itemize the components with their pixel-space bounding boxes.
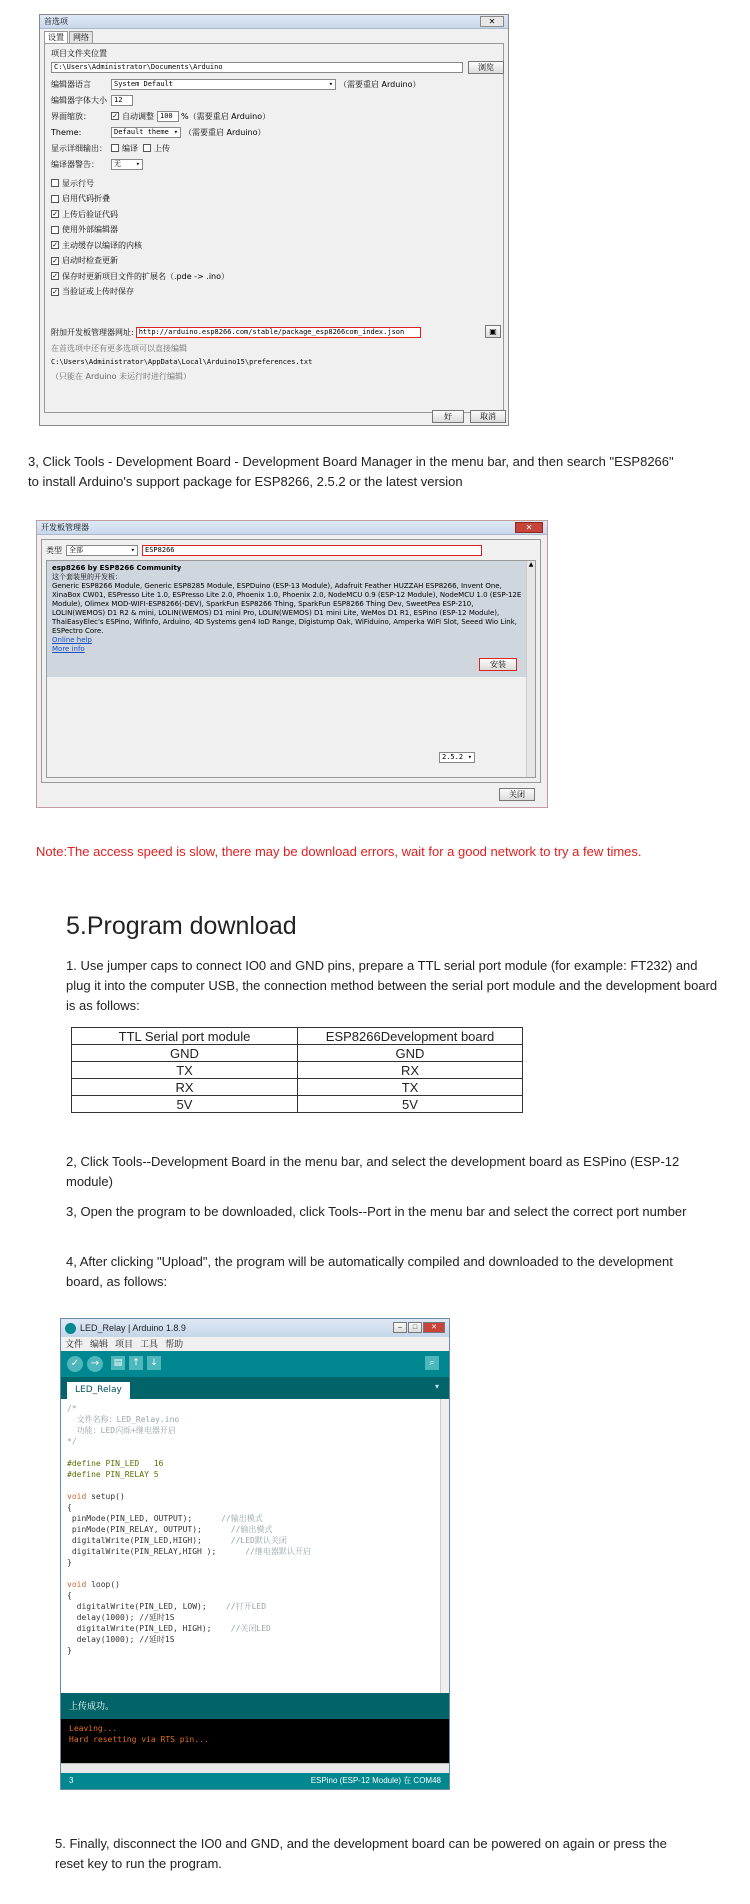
code-line: pinMode(PIN_RELAY, OUTPUT); //输出模式	[67, 1525, 273, 1534]
verify-icon[interactable]: ✓	[67, 1356, 83, 1372]
step5-text: 5. Finally, disconnect the IO0 and GND, and the development board can be powered on again or press the reset key to run the program.	[55, 1836, 667, 1871]
verbose-upload-checkbox[interactable]	[143, 144, 151, 152]
package-boards: Generic ESP8266 Module, Generic ESP8285 Module, ESPDuino (ESP-13 Module), Adafruit Feather HUZZAH ESP8266, Invent One, XinaBox CW01, ESPresso Lite 1.0, ESPresso Lite 2.0, Phoenix 1.0, Phoenix 2.0, NodeMCU 0.9 (ESP-12 Module), NodeMCU 1.0 (ESP-12E Module), Olimex MOD-WIFI-ESP8266(-DEV), SparkFun ESP8266 Thing, SparkFun ESP8266 Thing Dev, SweetPea ESP-210, LOLIN(WEMOS) D1 R2 & mini, LOLIN(WEMOS) D1 mini Pro, LOLIN(WEMOS) D1 mini Lite, WeMos D1 R1, ESPino (ESP-12 Module), ThaiEasyElec's ESPino, WifInfo, Arduino, 4D Systems gen4 IoD Range, Digistump Oak, WiFiduino, Amperka WiFi Slot, Seeed Wio Link, ESPectro Core.	[52, 582, 522, 635]
close-icon[interactable]: ✕	[423, 1322, 445, 1333]
code-line	[67, 1480, 443, 1491]
preferences-window	[39, 14, 509, 426]
menu-bar	[61, 1337, 449, 1351]
package-name: esp8266	[52, 564, 86, 572]
option-label: 启用代码折叠	[62, 194, 110, 203]
close-button[interactable]: 关闭	[499, 788, 535, 801]
table-header: TTL Serial port module	[72, 1028, 298, 1045]
option-checkbox[interactable]: ✓	[52, 210, 58, 218]
tab-network[interactable]: 网络	[69, 31, 93, 43]
preferences-titlebar	[40, 15, 508, 29]
code-line: /*	[67, 1404, 77, 1413]
step4-text: 4, After clicking "Upload", the program will be automatically compiled and downloaded to the development board, as follows:	[66, 1254, 673, 1289]
option-label: 主动缓存以编译的内核	[62, 240, 142, 250]
preferences-title: 首选项	[44, 17, 68, 26]
code-line	[67, 1447, 443, 1458]
more-prefs-note: 在首选项中还有更多选项可以直接编辑	[51, 343, 187, 353]
option-row[interactable]	[51, 224, 118, 236]
board-manager-title: 开发板管理器	[41, 523, 89, 532]
table-cell: TX	[72, 1062, 298, 1079]
boards-url-input[interactable]: http://arduino.esp8266.com/stable/package_esp8266com_index.json	[136, 327, 421, 338]
code-line: void setup()	[67, 1492, 125, 1501]
network-note: Note:The access speed is slow, there may be download errors, wait for a good network to try a few times.	[36, 844, 642, 859]
scale-auto-label: 自动调整	[122, 111, 154, 121]
browse-button[interactable]: 浏览	[468, 61, 504, 74]
code-line: {	[67, 1503, 72, 1512]
table-row	[72, 1062, 523, 1079]
serial-monitor-icon[interactable]: ⌕	[425, 1356, 439, 1370]
code-line: #define PIN_LED 16	[67, 1459, 164, 1468]
prefs-edit-note: （只能在 Arduino 未运行时进行编辑）	[51, 371, 192, 381]
table-cell: TX	[298, 1079, 523, 1096]
cancel-button[interactable]: 取消	[470, 410, 506, 423]
console	[61, 1719, 449, 1763]
save-icon[interactable]: ↓	[147, 1356, 161, 1370]
verbose-compile-checkbox[interactable]	[111, 144, 119, 152]
tab-menu-icon[interactable]: ▾	[434, 1382, 439, 1391]
option-checkbox[interactable]: ✓	[52, 272, 58, 280]
table-row	[72, 1079, 523, 1096]
step1-text: 1. Use jumper caps to connect IO0 and GND pins, prepare a TTL serial port module (for example: FT232) and plug it into the computer USB, the connection method between the serial port module and the development board is as follows:	[66, 958, 718, 1013]
new-icon[interactable]: ▤	[111, 1356, 125, 1370]
table-row	[72, 1096, 523, 1113]
option-row[interactable]	[51, 239, 142, 251]
option-row[interactable]	[51, 208, 118, 220]
scale-label: 界面缩放：	[51, 111, 91, 121]
scale-input[interactable]: 100	[157, 111, 179, 122]
console-scrollbar[interactable]	[61, 1763, 449, 1773]
tab-settings[interactable]: 设置	[44, 31, 68, 43]
menu-tools[interactable]: 工具	[140, 1339, 159, 1349]
package-list	[46, 560, 536, 778]
option-label: 显示行号	[62, 178, 94, 188]
code-line: delay(1000); //延时1S	[67, 1613, 175, 1622]
code-line: pinMode(PIN_LED, OUTPUT); //输出模式	[67, 1514, 263, 1523]
close-icon[interactable]: ✕	[515, 522, 543, 533]
code-line: }	[67, 1558, 72, 1567]
code-line: }	[67, 1646, 72, 1655]
code-line: */	[67, 1437, 77, 1446]
window-icon[interactable]: ▣	[485, 325, 501, 338]
console-line: Hard resetting via RTS pin...	[69, 1735, 209, 1744]
warnings-label: 编译器警告：	[51, 159, 99, 169]
footer-bar	[61, 1773, 449, 1789]
ide-titlebar	[61, 1319, 449, 1337]
option-label: 启动时检查更新	[62, 256, 118, 265]
sketchbook-path-input[interactable]: C:\Users\Administrator\Documents\Arduino	[51, 62, 463, 73]
font-size-label: 编辑器字体大小	[51, 95, 107, 105]
package-boards-label: 这个套装里的开发板：	[52, 573, 122, 581]
ide-tab-bar	[61, 1377, 449, 1399]
code-line: digitalWrite(PIN_LED,HIGH); //LED默认关闭	[67, 1536, 287, 1545]
package-author: by ESP8266 Community	[87, 564, 182, 572]
table-cell: 5V	[298, 1096, 523, 1113]
board-port: ESPino (ESP-12 Module) 在 COM48	[310, 1776, 441, 1785]
theme-label: Theme:	[51, 127, 82, 137]
code-line: digitalWrite(PIN_LED, LOW); //打开LED	[67, 1602, 267, 1611]
table-cell: RX	[72, 1079, 298, 1096]
table-header: ESP8266Development board	[298, 1028, 523, 1045]
option-row[interactable]	[51, 270, 229, 282]
option-label: 当验证或上传时保存	[62, 287, 134, 296]
online-help-link[interactable]: Online help	[52, 636, 92, 644]
line-number: 3	[69, 1776, 74, 1785]
menu-edit[interactable]: 编辑	[90, 1339, 109, 1349]
option-checkbox[interactable]	[51, 195, 59, 203]
menu-help[interactable]: 帮助	[165, 1339, 184, 1349]
console-line: Leaving...	[69, 1724, 118, 1733]
option-checkbox[interactable]	[51, 179, 59, 187]
option-checkbox[interactable]: ✓	[52, 256, 58, 265]
verbose-label: 显示详细输出：	[51, 143, 107, 153]
menu-sketch[interactable]: 项目	[115, 1339, 134, 1349]
upload-icon[interactable]: →	[87, 1356, 103, 1372]
code-line: {	[67, 1591, 72, 1600]
code-line: digitalWrite(PIN_LED, HIGH); //关闭LED	[67, 1624, 271, 1633]
ide-title: LED_Relay | Arduino 1.8.9	[80, 1323, 186, 1333]
type-label: 类型	[46, 545, 62, 555]
option-checkbox[interactable]: ✓	[52, 287, 58, 296]
section-title: 5.Program download	[66, 912, 297, 940]
theme-note: （需要重启 Arduino）	[184, 127, 266, 137]
close-button[interactable]: ✕	[480, 16, 504, 27]
code-line	[67, 1568, 443, 1579]
scale-auto-checkbox[interactable]: ✓	[112, 112, 118, 120]
option-row[interactable]	[51, 286, 134, 298]
table-row	[72, 1045, 523, 1062]
option-checkbox[interactable]: ✓	[52, 241, 58, 249]
table-cell: GND	[72, 1045, 298, 1062]
sketchbook-label: 项目文件夹位置	[51, 48, 107, 58]
tab-led-relay[interactable]: LED_Relay	[67, 1382, 130, 1399]
verbose-upload-label: 上传	[154, 143, 170, 153]
language-note: （需要重启 Arduino）	[339, 79, 421, 89]
scrollbar[interactable]: ▲	[526, 561, 535, 777]
minimize-icon[interactable]: –	[393, 1322, 407, 1333]
option-label: 使用外部编辑器	[62, 225, 118, 234]
boards-url-label: 附加开发板管理器网址:	[51, 327, 134, 337]
code-area[interactable]	[67, 1403, 443, 1656]
open-icon[interactable]: ↑	[129, 1356, 143, 1370]
scale-note: %（需要重启 Arduino）	[181, 111, 271, 121]
theme-select[interactable]: Default theme ▾	[111, 127, 181, 138]
code-line: 文件名称：LED_Relay.ino	[67, 1415, 180, 1424]
option-row[interactable]	[51, 193, 110, 205]
table-cell: RX	[298, 1062, 523, 1079]
table-cell: GND	[298, 1045, 523, 1062]
option-row[interactable]	[51, 255, 118, 267]
code-line: void loop()	[67, 1580, 120, 1589]
search-input[interactable]: ESP8266	[142, 545, 482, 556]
option-row[interactable]	[51, 177, 94, 189]
option-checkbox[interactable]	[51, 226, 59, 234]
ok-button[interactable]: 好	[432, 410, 464, 423]
board-manager-window	[36, 520, 548, 808]
more-info-link[interactable]: More info	[52, 645, 85, 653]
version-select[interactable]: 2.5.2 ▾	[439, 752, 475, 763]
language-select[interactable]: System Default ▾	[111, 79, 336, 90]
option-label: 上传后验证代码	[62, 209, 118, 219]
board-manager-titlebar	[37, 521, 547, 535]
arduino-logo-icon	[65, 1323, 76, 1334]
step3b-text: 3, Open the program to be downloaded, click Tools--Port in the menu bar and select the correct port number	[66, 1204, 687, 1219]
code-editor[interactable]	[61, 1399, 449, 1693]
pin-table	[71, 1027, 523, 1113]
maximize-icon[interactable]: □	[408, 1322, 422, 1333]
code-line: 功能：LED闪烁+继电器开启	[67, 1426, 176, 1435]
option-label: 保存时更新项目文件的扩展名（.pde -> .ino）	[62, 271, 230, 281]
type-select[interactable]: 全部 ▾	[66, 545, 138, 556]
table-cell: 5V	[72, 1096, 298, 1113]
package-item[interactable]	[47, 561, 527, 761]
code-line: digitalWrite(PIN_RELAY,HIGH ); //继电器默认开启	[67, 1547, 311, 1556]
step3-text: 3, Click Tools - Development Board - Development Board Manager in the menu bar, and then search "ESP8266" to install Arduino's support package for ESP8266, 2.5.2 or the latest version	[28, 454, 674, 489]
settings-panel	[44, 43, 504, 413]
step2-text: 2, Click Tools--Development Board in the menu bar, and select the development board as ESPino (ESP-12 module)	[66, 1154, 680, 1189]
code-line: delay(1000); //延时1S	[67, 1635, 175, 1644]
code-line: #define PIN_RELAY 5	[67, 1470, 159, 1479]
warnings-select[interactable]: 无 ▾	[111, 159, 143, 170]
prefs-path[interactable]: C:\Users\Administrator\AppData\Local\Arduino15\preferences.txt	[51, 358, 313, 366]
editor-scrollbar[interactable]	[440, 1399, 449, 1693]
menu-file[interactable]: 文件	[65, 1339, 84, 1349]
language-label: 编辑器语言	[51, 79, 91, 89]
install-button[interactable]: 安装	[479, 658, 517, 671]
ide-toolbar	[61, 1351, 449, 1377]
verbose-compile-label: 编译	[122, 143, 138, 153]
status-bar: 上传成功。	[61, 1693, 449, 1719]
font-size-input[interactable]: 12	[111, 95, 133, 106]
arduino-ide-window	[60, 1318, 450, 1790]
